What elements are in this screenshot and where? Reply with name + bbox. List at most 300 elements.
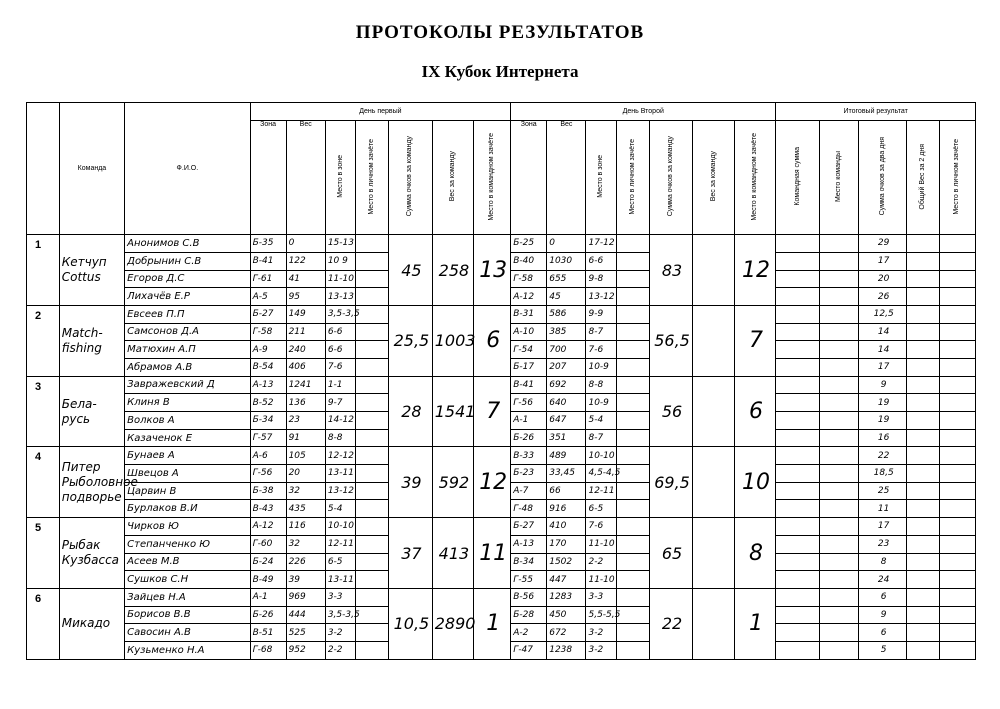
total-weight bbox=[907, 323, 940, 341]
zone-day1: В-52 bbox=[250, 394, 286, 412]
zone-day1: В-54 bbox=[250, 358, 286, 376]
total-weight bbox=[907, 482, 940, 500]
weight-day2: 447 bbox=[547, 571, 586, 589]
weight-day2: 207 bbox=[547, 358, 586, 376]
team-sum-day1: 25,5 bbox=[389, 305, 433, 376]
team-sum-day2: 65 bbox=[649, 518, 693, 589]
zone-day2: Б-28 bbox=[511, 606, 547, 624]
weight-day2: 170 bbox=[547, 535, 586, 553]
place-personal-total bbox=[939, 358, 975, 376]
zone-day1: В-49 bbox=[250, 571, 286, 589]
total-weight bbox=[907, 305, 940, 323]
weight-day1: 435 bbox=[286, 500, 325, 518]
member-name: Матюхин А.П bbox=[125, 341, 250, 359]
weight-day1: 116 bbox=[286, 518, 325, 536]
total-weight bbox=[907, 624, 940, 642]
place-personal-day2 bbox=[617, 482, 650, 500]
place-personal-day1 bbox=[356, 624, 389, 642]
team-sum-day1: 37 bbox=[389, 518, 433, 589]
team-place-total bbox=[819, 482, 858, 500]
place-day1: 11-10 bbox=[325, 270, 356, 288]
place-personal-day2 bbox=[617, 235, 650, 253]
place-day2: 5-4 bbox=[586, 412, 617, 430]
place-personal-total bbox=[939, 447, 975, 465]
place-personal-day1 bbox=[356, 447, 389, 465]
team-number: 2 bbox=[27, 305, 60, 376]
header-sum-two-days: Сумма очков за два дня bbox=[859, 120, 907, 234]
zone-day2: Б-27 bbox=[511, 518, 547, 536]
member-name: Бурлаков В.И bbox=[125, 500, 250, 518]
place-day1: 13-11 bbox=[325, 465, 356, 483]
total-weight bbox=[907, 252, 940, 270]
place-personal-total bbox=[939, 305, 975, 323]
weight-day1: 20 bbox=[286, 465, 325, 483]
team-weight-day1: 413 bbox=[432, 518, 473, 589]
member-name: Клиня В bbox=[125, 394, 250, 412]
member-name: Завражевский Д bbox=[125, 376, 250, 394]
place-personal-day1 bbox=[356, 641, 389, 659]
place-day1: 13-13 bbox=[325, 288, 356, 306]
group-day1: День первый bbox=[250, 103, 511, 121]
place-day1: 9-7 bbox=[325, 394, 356, 412]
member-name: Борисов В.В bbox=[125, 606, 250, 624]
sum-two-days: 17 bbox=[859, 358, 907, 376]
header-place-personal-d2: Место в личном зачёте bbox=[617, 120, 650, 234]
place-personal-total bbox=[939, 394, 975, 412]
place-day2: 11-10 bbox=[586, 535, 617, 553]
member-name: Добрынин С.В bbox=[125, 252, 250, 270]
place-personal-day1 bbox=[356, 323, 389, 341]
results-table bbox=[26, 102, 976, 660]
team-weight-day2 bbox=[693, 235, 734, 306]
zone-day2: Г-58 bbox=[511, 270, 547, 288]
place-personal-day1 bbox=[356, 252, 389, 270]
place-personal-day2 bbox=[617, 252, 650, 270]
header-num bbox=[27, 103, 60, 235]
place-day2: 8-7 bbox=[586, 429, 617, 447]
place-day1: 1-1 bbox=[325, 376, 356, 394]
zone-day2: А-7 bbox=[511, 482, 547, 500]
place-day1: 13-12 bbox=[325, 482, 356, 500]
place-personal-day2 bbox=[617, 518, 650, 536]
zone-day2: Г-47 bbox=[511, 641, 547, 659]
team-sum-total bbox=[776, 270, 820, 288]
place-day2: 7-6 bbox=[586, 341, 617, 359]
weight-day1: 952 bbox=[286, 641, 325, 659]
sum-two-days: 9 bbox=[859, 376, 907, 394]
weight-day2: 1283 bbox=[547, 588, 586, 606]
header-sum-points-d1: Сумма очков за команду bbox=[389, 120, 433, 234]
team-place-total bbox=[819, 358, 858, 376]
place-day2: 8-7 bbox=[586, 323, 617, 341]
weight-day2: 692 bbox=[547, 376, 586, 394]
team-sum-total bbox=[776, 571, 820, 589]
team-name: Бела-русь bbox=[59, 376, 124, 447]
member-name: Анонимов С.В bbox=[125, 235, 250, 253]
weight-day2: 351 bbox=[547, 429, 586, 447]
member-name: Егоров Д.С bbox=[125, 270, 250, 288]
zone-day1: А-12 bbox=[250, 518, 286, 536]
sum-two-days: 17 bbox=[859, 252, 907, 270]
place-personal-total bbox=[939, 482, 975, 500]
place-day1: 12-12 bbox=[325, 447, 356, 465]
team-sum-total bbox=[776, 465, 820, 483]
total-weight bbox=[907, 553, 940, 571]
sum-two-days: 14 bbox=[859, 341, 907, 359]
team-place-total bbox=[819, 270, 858, 288]
weight-day2: 586 bbox=[547, 305, 586, 323]
team-place-day2: 8 bbox=[734, 518, 775, 589]
team-place-total bbox=[819, 323, 858, 341]
team-sum-total bbox=[776, 553, 820, 571]
zone-day1: Г-61 bbox=[250, 270, 286, 288]
team-place-total bbox=[819, 447, 858, 465]
place-personal-total bbox=[939, 571, 975, 589]
weight-day1: 226 bbox=[286, 553, 325, 571]
weight-day1: 406 bbox=[286, 358, 325, 376]
place-personal-day1 bbox=[356, 376, 389, 394]
place-day2: 2-2 bbox=[586, 553, 617, 571]
weight-day1: 23 bbox=[286, 412, 325, 430]
table-row bbox=[27, 518, 976, 536]
place-personal-day2 bbox=[617, 429, 650, 447]
total-weight bbox=[907, 376, 940, 394]
zone-day1: Г-60 bbox=[250, 535, 286, 553]
place-day1: 6-6 bbox=[325, 323, 356, 341]
zone-day2: Б-23 bbox=[511, 465, 547, 483]
place-day2: 9-8 bbox=[586, 270, 617, 288]
place-personal-total bbox=[939, 624, 975, 642]
place-personal-day1 bbox=[356, 606, 389, 624]
sum-two-days: 12,5 bbox=[859, 305, 907, 323]
member-name: Асеев М.В bbox=[125, 553, 250, 571]
weight-day2: 0 bbox=[547, 235, 586, 253]
weight-day2: 45 bbox=[547, 288, 586, 306]
weight-day1: 95 bbox=[286, 288, 325, 306]
header-zone-d1: Зона bbox=[250, 120, 286, 234]
place-day2: 11-10 bbox=[586, 571, 617, 589]
total-weight bbox=[907, 518, 940, 536]
team-sum-total bbox=[776, 412, 820, 430]
place-personal-day2 bbox=[617, 447, 650, 465]
header-sum-points-d2: Сумма очков за команду bbox=[649, 120, 693, 234]
place-personal-day1 bbox=[356, 482, 389, 500]
zone-day2: Г-56 bbox=[511, 394, 547, 412]
team-place-total bbox=[819, 518, 858, 536]
place-day1: 2-2 bbox=[325, 641, 356, 659]
page-title: ПРОТОКОЛЫ РЕЗУЛЬТАТОВ bbox=[355, 22, 645, 43]
total-weight bbox=[907, 641, 940, 659]
zone-day1: А-9 bbox=[250, 341, 286, 359]
place-day1: 5-4 bbox=[325, 500, 356, 518]
sum-two-days: 19 bbox=[859, 412, 907, 430]
team-place-total bbox=[819, 535, 858, 553]
zone-day1: В-43 bbox=[250, 500, 286, 518]
team-weight-day1: 1541 bbox=[432, 376, 473, 447]
sum-two-days: 20 bbox=[859, 270, 907, 288]
place-personal-day1 bbox=[356, 465, 389, 483]
place-personal-total bbox=[939, 465, 975, 483]
place-personal-day2 bbox=[617, 624, 650, 642]
weight-day1: 41 bbox=[286, 270, 325, 288]
place-personal-total bbox=[939, 288, 975, 306]
weight-day1: 105 bbox=[286, 447, 325, 465]
team-sum-total bbox=[776, 535, 820, 553]
weight-day2: 66 bbox=[547, 482, 586, 500]
table-row bbox=[27, 588, 976, 606]
place-personal-total bbox=[939, 412, 975, 430]
team-place-total bbox=[819, 394, 858, 412]
team-place-total bbox=[819, 500, 858, 518]
weight-day1: 240 bbox=[286, 341, 325, 359]
header-team-weight-d1: Вес за команду bbox=[432, 120, 473, 234]
total-weight bbox=[907, 535, 940, 553]
place-personal-day2 bbox=[617, 465, 650, 483]
team-sum-day1: 39 bbox=[389, 447, 433, 518]
place-day2: 7-6 bbox=[586, 518, 617, 536]
team-place-day2: 1 bbox=[734, 588, 775, 659]
place-personal-day1 bbox=[356, 270, 389, 288]
place-personal-total bbox=[939, 376, 975, 394]
sum-two-days: 6 bbox=[859, 588, 907, 606]
total-weight bbox=[907, 429, 940, 447]
zone-day2: Г-54 bbox=[511, 341, 547, 359]
team-number: 3 bbox=[27, 376, 60, 447]
zone-day2: А-2 bbox=[511, 624, 547, 642]
total-weight bbox=[907, 447, 940, 465]
weight-day1: 444 bbox=[286, 606, 325, 624]
place-day1: 12-11 bbox=[325, 535, 356, 553]
team-place-day1: 12 bbox=[474, 447, 511, 518]
weight-day1: 32 bbox=[286, 535, 325, 553]
zone-day1: Б-34 bbox=[250, 412, 286, 430]
place-personal-total bbox=[939, 588, 975, 606]
zone-day2: В-34 bbox=[511, 553, 547, 571]
team-name: Рыбак Кузбасса bbox=[59, 518, 124, 589]
sum-two-days: 26 bbox=[859, 288, 907, 306]
place-personal-day2 bbox=[617, 535, 650, 553]
sum-two-days: 29 bbox=[859, 235, 907, 253]
team-place-day2: 10 bbox=[734, 447, 775, 518]
team-place-day2: 6 bbox=[734, 376, 775, 447]
place-personal-day1 bbox=[356, 553, 389, 571]
place-day2: 10-9 bbox=[586, 394, 617, 412]
zone-day1: Г-58 bbox=[250, 323, 286, 341]
team-place-total bbox=[819, 553, 858, 571]
place-personal-day1 bbox=[356, 305, 389, 323]
place-personal-total bbox=[939, 500, 975, 518]
header-weight-d2: Вес bbox=[547, 120, 586, 234]
team-place-total bbox=[819, 624, 858, 642]
place-personal-day1 bbox=[356, 429, 389, 447]
member-name: Евсеев П.П bbox=[125, 305, 250, 323]
team-sum-day2: 56 bbox=[649, 376, 693, 447]
sum-two-days: 5 bbox=[859, 641, 907, 659]
place-personal-total bbox=[939, 535, 975, 553]
team-sum-total bbox=[776, 376, 820, 394]
zone-day1: Б-38 bbox=[250, 482, 286, 500]
place-day1: 10 9 bbox=[325, 252, 356, 270]
zone-day1: Б-35 bbox=[250, 235, 286, 253]
team-sum-day2: 56,5 bbox=[649, 305, 693, 376]
place-personal-total bbox=[939, 235, 975, 253]
place-day1: 3-2 bbox=[325, 624, 356, 642]
team-weight-day1: 258 bbox=[432, 235, 473, 306]
team-sum-day2: 69,5 bbox=[649, 447, 693, 518]
team-weight-day2 bbox=[693, 447, 734, 518]
place-personal-day1 bbox=[356, 358, 389, 376]
team-weight-day2 bbox=[693, 518, 734, 589]
weight-day1: 136 bbox=[286, 394, 325, 412]
header-place-personal-d1: Место в личном зачёте bbox=[356, 120, 389, 234]
weight-day1: 969 bbox=[286, 588, 325, 606]
total-weight bbox=[907, 588, 940, 606]
place-personal-total bbox=[939, 606, 975, 624]
zone-day1: А-6 bbox=[250, 447, 286, 465]
place-personal-total bbox=[939, 641, 975, 659]
member-name: Бунаев А bbox=[125, 447, 250, 465]
total-weight bbox=[907, 500, 940, 518]
team-sum-day1: 10,5 bbox=[389, 588, 433, 659]
place-personal-day1 bbox=[356, 500, 389, 518]
zone-day1: Б-26 bbox=[250, 606, 286, 624]
place-day2: 3-2 bbox=[586, 624, 617, 642]
team-place-day1: 6 bbox=[474, 305, 511, 376]
team-sum-total bbox=[776, 358, 820, 376]
total-weight bbox=[907, 412, 940, 430]
place-personal-day2 bbox=[617, 500, 650, 518]
team-sum-total bbox=[776, 341, 820, 359]
member-name: Степанченко Ю bbox=[125, 535, 250, 553]
place-personal-day1 bbox=[356, 341, 389, 359]
place-personal-day2 bbox=[617, 571, 650, 589]
team-place-total bbox=[819, 606, 858, 624]
sum-two-days: 25 bbox=[859, 482, 907, 500]
team-number: 5 bbox=[27, 518, 60, 589]
place-day2: 10-9 bbox=[586, 358, 617, 376]
zone-day2: Г-48 bbox=[511, 500, 547, 518]
sum-two-days: 8 bbox=[859, 553, 907, 571]
team-place-day1: 13 bbox=[474, 235, 511, 306]
member-name: Самсонов Д.А bbox=[125, 323, 250, 341]
place-day1: 6-6 bbox=[325, 341, 356, 359]
table-row bbox=[27, 235, 976, 253]
sum-two-days: 14 bbox=[859, 323, 907, 341]
team-name: Микадо bbox=[59, 588, 124, 659]
table-row bbox=[27, 305, 976, 323]
place-day2: 12-11 bbox=[586, 482, 617, 500]
place-day2: 5,5-5,5 bbox=[586, 606, 617, 624]
place-day1: 13-11 bbox=[325, 571, 356, 589]
team-sum-day2: 22 bbox=[649, 588, 693, 659]
header-place-team-d2: Место в командном зачёте bbox=[734, 120, 775, 234]
member-name: Абрамов А.В bbox=[125, 358, 250, 376]
place-day2: 3-3 bbox=[586, 588, 617, 606]
table-row bbox=[27, 447, 976, 465]
team-place-day1: 7 bbox=[474, 376, 511, 447]
place-personal-day1 bbox=[356, 412, 389, 430]
place-personal-day1 bbox=[356, 288, 389, 306]
sum-two-days: 18,5 bbox=[859, 465, 907, 483]
member-name: Волков А bbox=[125, 412, 250, 430]
weight-day2: 916 bbox=[547, 500, 586, 518]
place-personal-day2 bbox=[617, 358, 650, 376]
weight-day2: 640 bbox=[547, 394, 586, 412]
header-total-weight: Общий Вес за 2 дня bbox=[907, 120, 940, 234]
team-name: Match-fishing bbox=[59, 305, 124, 376]
place-day1: 3,5-3,5 bbox=[325, 606, 356, 624]
place-day2: 13-12 bbox=[586, 288, 617, 306]
team-sum-total bbox=[776, 429, 820, 447]
header-place-team-d1: Место в командном зачёте bbox=[474, 120, 511, 234]
weight-day2: 489 bbox=[547, 447, 586, 465]
total-weight bbox=[907, 288, 940, 306]
place-day2: 17-12 bbox=[586, 235, 617, 253]
place-day2: 6-5 bbox=[586, 500, 617, 518]
header-zone-d2: Зона bbox=[511, 120, 547, 234]
zone-day1: Г-68 bbox=[250, 641, 286, 659]
zone-day2: Г-55 bbox=[511, 571, 547, 589]
team-sum-total bbox=[776, 482, 820, 500]
team-sum-total bbox=[776, 447, 820, 465]
header-team-place: Место команды bbox=[819, 120, 858, 234]
weight-day2: 410 bbox=[547, 518, 586, 536]
zone-day1: Г-57 bbox=[250, 429, 286, 447]
team-place-total bbox=[819, 465, 858, 483]
sum-two-days: 16 bbox=[859, 429, 907, 447]
zone-day1: Б-27 bbox=[250, 305, 286, 323]
table-row bbox=[27, 376, 976, 394]
place-personal-day1 bbox=[356, 518, 389, 536]
weight-day2: 1030 bbox=[547, 252, 586, 270]
weight-day2: 450 bbox=[547, 606, 586, 624]
place-personal-day2 bbox=[617, 412, 650, 430]
team-sum-total bbox=[776, 323, 820, 341]
team-sum-day2: 83 bbox=[649, 235, 693, 306]
team-weight-day1: 1003 bbox=[432, 305, 473, 376]
page-subtitle: IX Кубок Интернета bbox=[421, 62, 579, 81]
total-weight bbox=[907, 341, 940, 359]
team-place-total bbox=[819, 588, 858, 606]
team-place-day1: 11 bbox=[474, 518, 511, 589]
member-name: Казаченок Е bbox=[125, 429, 250, 447]
team-sum-total bbox=[776, 624, 820, 642]
team-sum-total bbox=[776, 518, 820, 536]
member-name: Царвин В bbox=[125, 482, 250, 500]
place-personal-day2 bbox=[617, 588, 650, 606]
header-weight-d1: Вес bbox=[286, 120, 325, 234]
place-day2: 9-9 bbox=[586, 305, 617, 323]
place-day2: 4,5-4,5 bbox=[586, 465, 617, 483]
member-name: Савосин А.В bbox=[125, 624, 250, 642]
zone-day2: А-1 bbox=[511, 412, 547, 430]
header-team-weight-d2: Вес за команду bbox=[693, 120, 734, 234]
member-name: Зайцев Н.А bbox=[125, 588, 250, 606]
zone-day1: В-51 bbox=[250, 624, 286, 642]
place-personal-day2 bbox=[617, 305, 650, 323]
place-personal-total bbox=[939, 323, 975, 341]
place-day1: 14-12 bbox=[325, 412, 356, 430]
member-name: Сушков С.Н bbox=[125, 571, 250, 589]
team-sum-day1: 28 bbox=[389, 376, 433, 447]
zone-day2: В-56 bbox=[511, 588, 547, 606]
weight-day1: 91 bbox=[286, 429, 325, 447]
weight-day2: 647 bbox=[547, 412, 586, 430]
team-number: 4 bbox=[27, 447, 60, 518]
place-day1: 7-6 bbox=[325, 358, 356, 376]
team-sum-total bbox=[776, 394, 820, 412]
place-day1: 10-10 bbox=[325, 518, 356, 536]
